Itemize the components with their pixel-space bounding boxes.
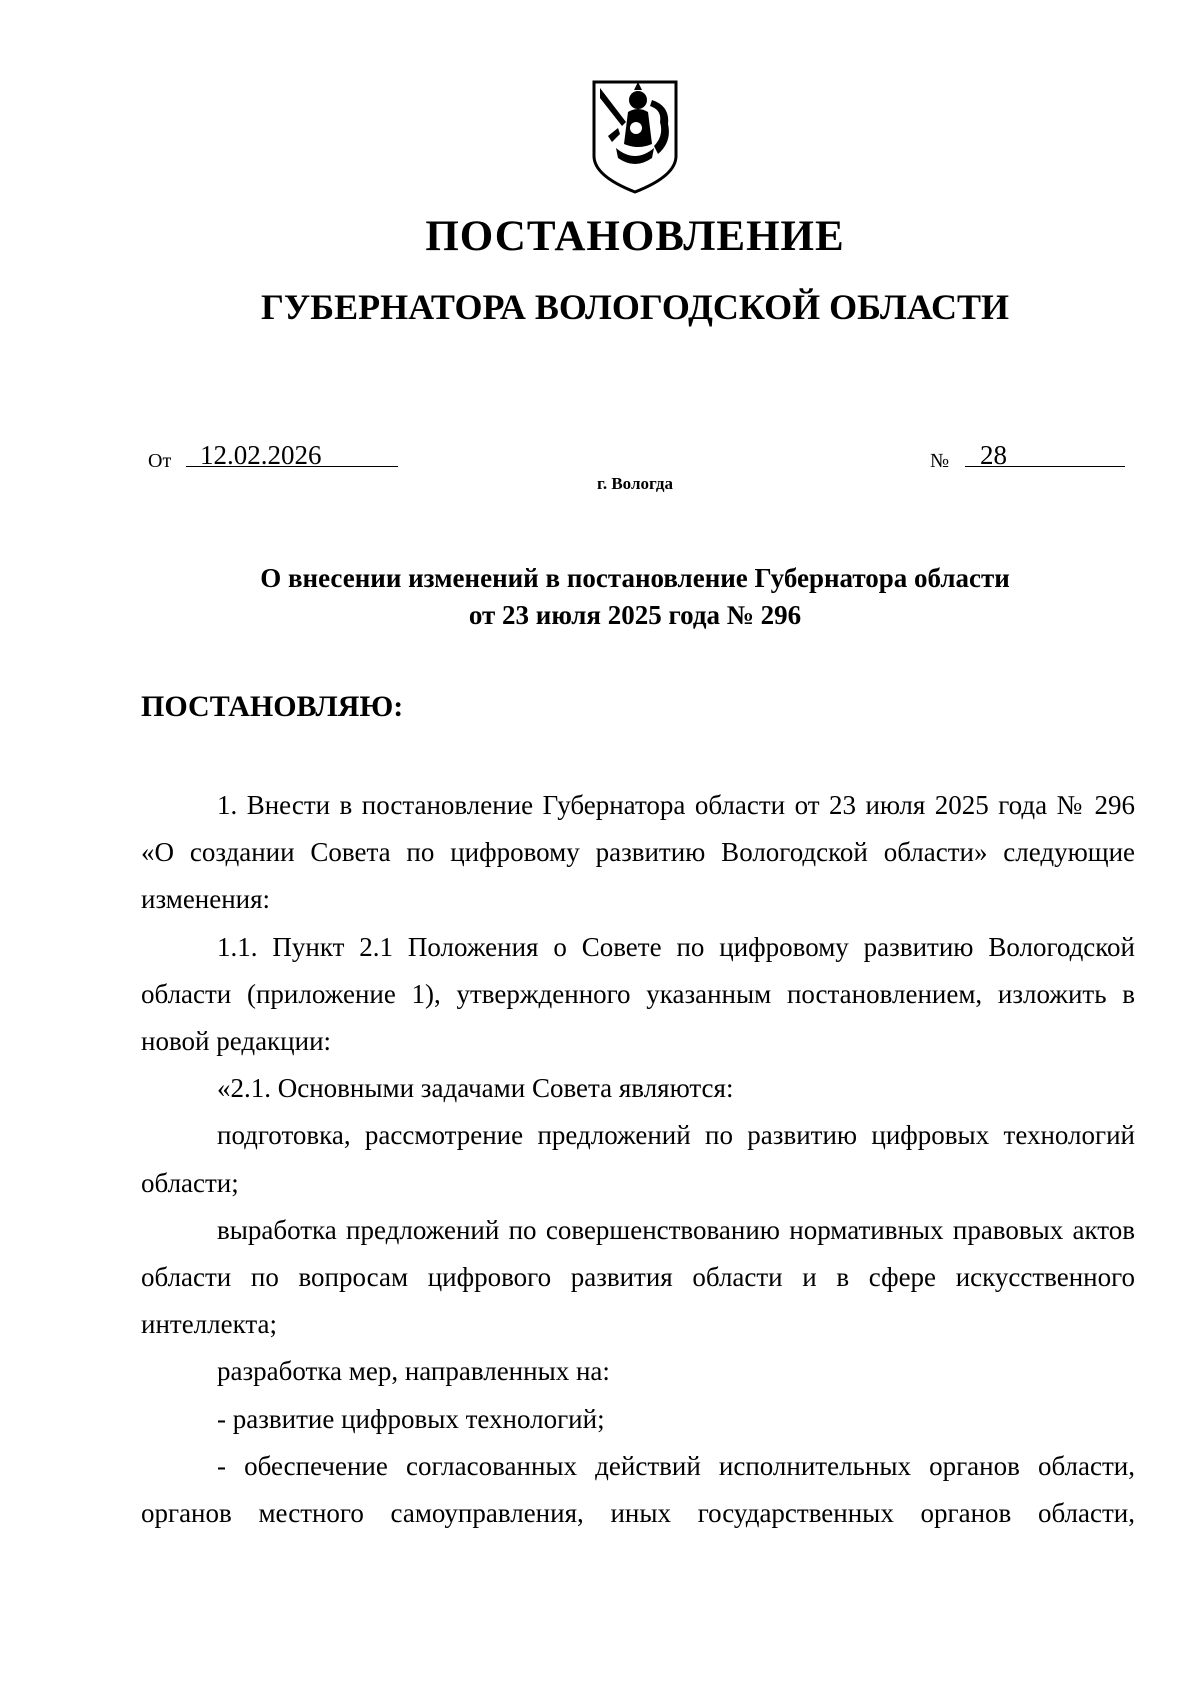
document-heading	[0, 560, 1200, 634]
paragraph: подготовка, рассмотрение предложений по развитию цифровых технологий области;	[141, 1120, 1135, 1198]
paragraph: - развитие цифровых технологий;	[217, 1403, 605, 1434]
decree-word: ПОСТАНОВЛЯЮ:	[141, 690, 404, 723]
number-underline	[965, 466, 1125, 467]
number-prefix: №	[930, 450, 950, 472]
document-subtitle: ГУБЕРНАТОРА ВОЛОГОДСКОЙ ОБЛАСТИ	[260, 287, 1010, 327]
document-date: 12.02.2026	[200, 440, 322, 470]
paragraph: 1.1. Пункт 2.1 Положения о Совете по цифровому развитию Вологодской области (приложение 1), утвержденного указанным постановлением, изложить в новой редакции:	[141, 931, 1135, 1057]
date-prefix: От	[148, 450, 172, 472]
paragraph: выработка предложений по совершенствованию нормативных правовых актов области по вопросам цифрового развития области и в сфере искусственного интеллекта;	[141, 1214, 1135, 1340]
paragraph: - обеспечение согласованных действий исполнительных органов области, органов местного самоуправления, иных государственных органов области,	[141, 1450, 1135, 1529]
city-label: г. Вологда	[597, 474, 673, 493]
date-underline	[186, 466, 398, 467]
document-body	[141, 782, 1135, 1537]
heading-line-1: О внесении изменений в постановление Губернатора области	[260, 563, 1010, 593]
paragraph: 1. Внести в постановление Губернатора области от 23 июля 2025 года № 296 «О создании Совета по цифровому развитию Вологодской области» следующие изменения:	[141, 790, 1135, 915]
document-number: 28	[980, 440, 1007, 470]
paragraph: разработка мер, направленных на:	[217, 1356, 610, 1387]
heading-line-2: от 23 июля 2025 года № 296	[468, 600, 802, 630]
paragraph: «2.1. Основными задачами Совета являются:	[217, 1073, 734, 1104]
coat-of-arms-emblem	[590, 78, 680, 196]
document-title: ПОСТАНОВЛЕНИЕ	[425, 213, 845, 260]
